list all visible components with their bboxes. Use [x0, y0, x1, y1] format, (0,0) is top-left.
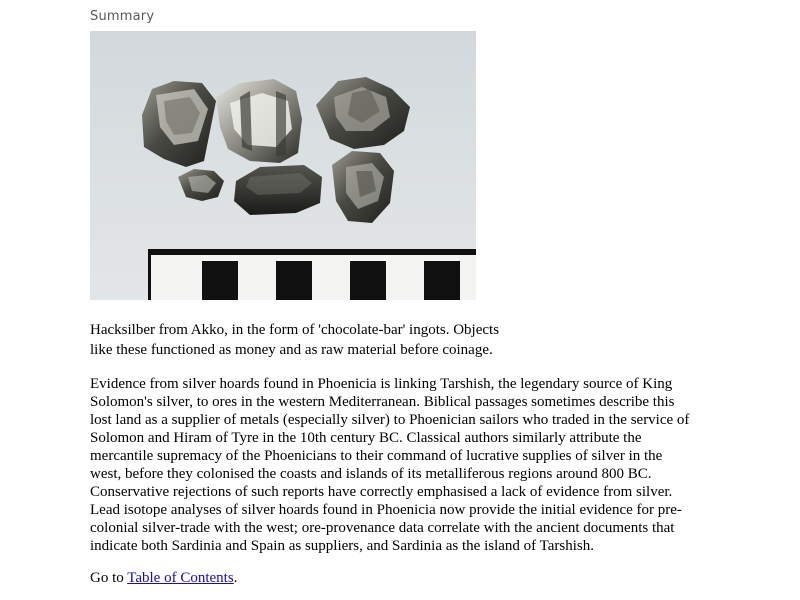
- caption-line: Hacksilber from Akko, in the form of 'chocolate-bar' ingots. Objects: [90, 322, 500, 338]
- caption-line: like these functioned as money and as raw material before coinage.: [90, 342, 493, 358]
- body-line: Solomon's silver, to ores in the western Mediterranean. Biblical passages sometimes describe this: [90, 394, 675, 410]
- body-line: Lead isotope analyses of silver hoards found in Phoenicia now provide the initial evidence for pre-: [90, 502, 682, 518]
- hacksilber-photo: [90, 31, 476, 300]
- body-line: lost land as a supplier of metals (especially silver) to Phoenician sailors who traded in the service of: [90, 412, 690, 428]
- summary-paragraph: [90, 375, 730, 555]
- body-line: west, before they colonised the coasts and islands of its metalliferous regions around 800 BC.: [90, 466, 652, 482]
- ingot-fragment: [216, 79, 302, 163]
- ingot-fragment: [142, 81, 216, 167]
- ingot-fragment: [234, 165, 322, 215]
- image-caption: [90, 320, 730, 360]
- scale-bar: [148, 249, 476, 300]
- table-of-contents-link[interactable]: Table of Contents: [127, 570, 234, 586]
- ingot-fragment: [332, 151, 394, 223]
- ingot-fragment: [178, 169, 224, 201]
- body-line: Solomon and Hiram of Tyre in the 10th century BC. Classical authors similarly attribute the: [90, 430, 642, 446]
- goto-suffix: .: [233, 570, 238, 586]
- body-line: indicate both Sardinia and Spain as suppliers, and Sardinia as the island of Tarshish.: [90, 538, 594, 554]
- section-heading: Summary: [90, 9, 155, 24]
- goto-line: [90, 568, 237, 588]
- body-line: Conservative rejections of such reports have correctly emphasised a lack of evidence from silver.: [90, 484, 673, 500]
- ingot-fragment: [316, 77, 410, 149]
- body-line: mercantile supremacy of the Phoenicians to their command of lucrative supplies of silver in the: [90, 448, 663, 464]
- body-line: colonial silver-trade with the west; ore-provenance data correlate with the ancient documents that: [90, 520, 675, 536]
- goto-prefix: Go to: [90, 570, 128, 586]
- body-line: Evidence from silver hoards found in Phoenicia is linking Tarshish, the legendary source of King: [90, 376, 673, 392]
